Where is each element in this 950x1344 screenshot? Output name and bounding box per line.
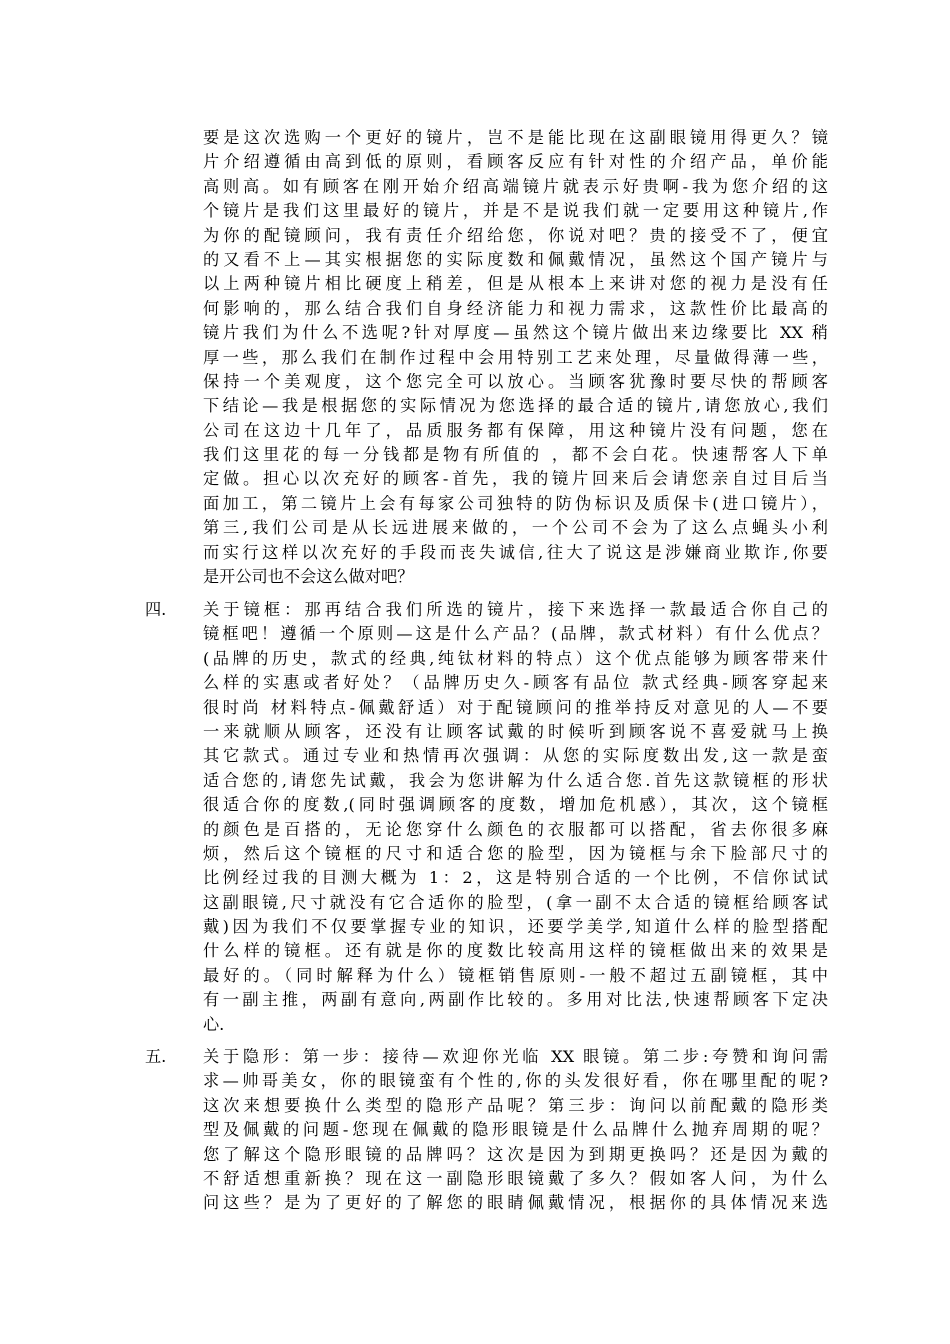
text-line: 面加工，第二镜片上会有每家公司独特的防伪标识及质保卡(进口镜片）， [203,493,828,513]
text-line: 有一副主推，两副有意向,两副作比较的。多用对比法,快速帮顾客下定决 [203,990,828,1010]
text-line: 个镜片是我们这里最好的镜片，并是不是说我们就一定要用这种镜片,作 [203,201,828,221]
text-line: 厚一些，那么我们在制作过程中会用特别工艺来处理，尽量做得薄一些， [203,347,828,367]
text-line: 是开公司也不会这么做对吧？ [203,567,414,587]
text-line: 的又看不上—其实根据您的实际度数和佩戴情况，虽然这个国产镜片与 [203,249,828,269]
text-line: 而实行这样以次充好的手段而丧失诚信,往大了说这是涉嫌商业欺诈,你要 [203,542,828,562]
text-line: 定做。担心以次充好的顾客-首先，我的镜片回来后会请您亲自过目后当 [203,469,828,489]
text-line: 高则高。如有顾客在刚开始介绍高端镜片就表示好贵啊-我为您介绍的这 [203,176,828,196]
text-line: 问这些？是为了更好的了解您的眼睛佩戴情况，根据你的具体情况来选 [203,1193,828,1213]
text-line: 第三,我们公司是从长远进展来做的，一个公司不会为了这么点蝇头小利 [203,518,828,538]
text-line: 最好的。（同时解释为什么）镜框销售原则-一般不超过五副镜框，其中 [203,965,828,985]
text-line: 要是这次选购一个更好的镜片，岂不是能比现在这副眼镜用得更久？镜 [203,128,828,147]
text-line: 烦，然后这个镜框的尺寸和适合您的脸型，因为镜框与余下脸部尺寸的 [203,843,828,863]
text-line: 公司在这边十几年了，品质服务都有保障，用这种镜片没有问题，您在 [203,420,828,440]
text-line: 何影响的，那么结合我们自身经济能力和视力需求，这款性价比最高的 [203,298,828,318]
text-line: 求—帅哥美女，你的眼镜蛮有个性的,你的头发很好看，你在哪里配的呢? [203,1071,828,1091]
text-line: 其它款式。通过专业和热情再次强调：从您的实际度数出发,这一款是蛮 [203,746,828,766]
text-line: 我们这里花的每一分钱都是物有所值的 ，都不会白花。快速帮客人下单 [203,445,828,465]
text-line: 镜片我们为什么不选呢?针对厚度—虽然这个镜片做出来边缘要比 XX 稍 [203,323,828,343]
text-line: 关于隐形：第一步：接待—欢迎你光临 XX 眼镜。第二步:夸赞和询问需 [203,1047,828,1066]
text-line: 么样的实惠或者好处？（品牌历史久-顾客有品位 款式经典-顾客穿起来 [203,673,828,693]
section-4-marker: 四. [145,600,167,619]
text-line: 什么样的镜框。还有就是你的度数比较高用这样的镜框做出来的效果是 [203,941,828,961]
section-4-paragraph [203,598,828,1037]
text-line: 适合您的,请您先试戴，我会为您讲解为什么适合您.首先这款镜框的形状 [203,770,828,790]
text-line: 以上两种镜片相比硬度上稍差，但是从根本上来讲对您的视力是没有任 [203,274,828,294]
text-line: 戴)因为我们不仅要掌握专业的知识，还要学美学,知道什么样的脸型搭配 [203,917,828,937]
text-line: 很适合你的度数,(同时强调顾客的度数，增加危机感），其次，这个镜框 [203,795,828,815]
text-line: 心. [203,1014,225,1034]
text-line: 保持一个美观度，这个您完全可以放心。当顾客犹豫时要尽快的帮顾客 [203,371,828,391]
continuation-paragraph [203,126,828,589]
text-line: 比例经过我的目测大概为 1：2，这是特别合适的一个比例，不信你试试 [203,868,828,888]
text-line: 很时尚 材料特点-佩戴舒适）对于配镜顾问的推举持反对意见的人—不要 [203,697,828,717]
text-line: 的颜色是百搭的，无论您穿什么颜色的衣服都可以搭配，省去你很多麻 [203,819,828,839]
section-5-marker: 五. [145,1047,167,1066]
text-line: 一来就顺从顾客，还没有让顾客试戴的时候听到顾客说不喜爱就马上换 [203,721,828,741]
text-line: 镜框吧！遵循一个原则—这是什么产品？(品牌，款式材料）有什么优点？ [203,624,828,644]
text-line: 这副眼镜,尺寸就没有它合适你的脸型，(拿一副不太合适的镜框给顾客试 [203,892,828,912]
text-line: 您了解这个隐形眼镜的品牌吗？这次是因为到期更换吗？还是因为戴的 [203,1144,828,1164]
text-line: 片介绍遵循由高到低的原则，看顾客反应有针对性的介绍产品，单价能 [203,152,828,172]
text-line: 型及佩戴的问题-您现在佩戴的隐形眼镜是什么品牌什么抛弃周期的呢？ [203,1120,828,1140]
text-line: 下结论—我是根据您的实际情况为您选择的最合适的镜片,请您放心,我们 [203,396,828,416]
text-line: 为你的配镜顾问，我有责任介绍给您，你说对吧？贵的接受不了，便宜 [203,225,828,245]
text-line: (品牌的历史，款式的经典,纯钛材料的特点）这个优点能够为顾客带来什 [203,648,828,668]
text-line: 关于镜框：那再结合我们所选的镜片，接下来选择一款最适合你自己的 [203,600,828,619]
section-5-paragraph [203,1045,828,1216]
text-line: 不舒适想重新换？现在这一副隐形眼镜戴了多久？假如客人问，为什么 [203,1168,828,1188]
text-line: 这次来想要换什么类型的隐形产品呢？第三步：询问以前配戴的隐形类 [203,1095,828,1115]
